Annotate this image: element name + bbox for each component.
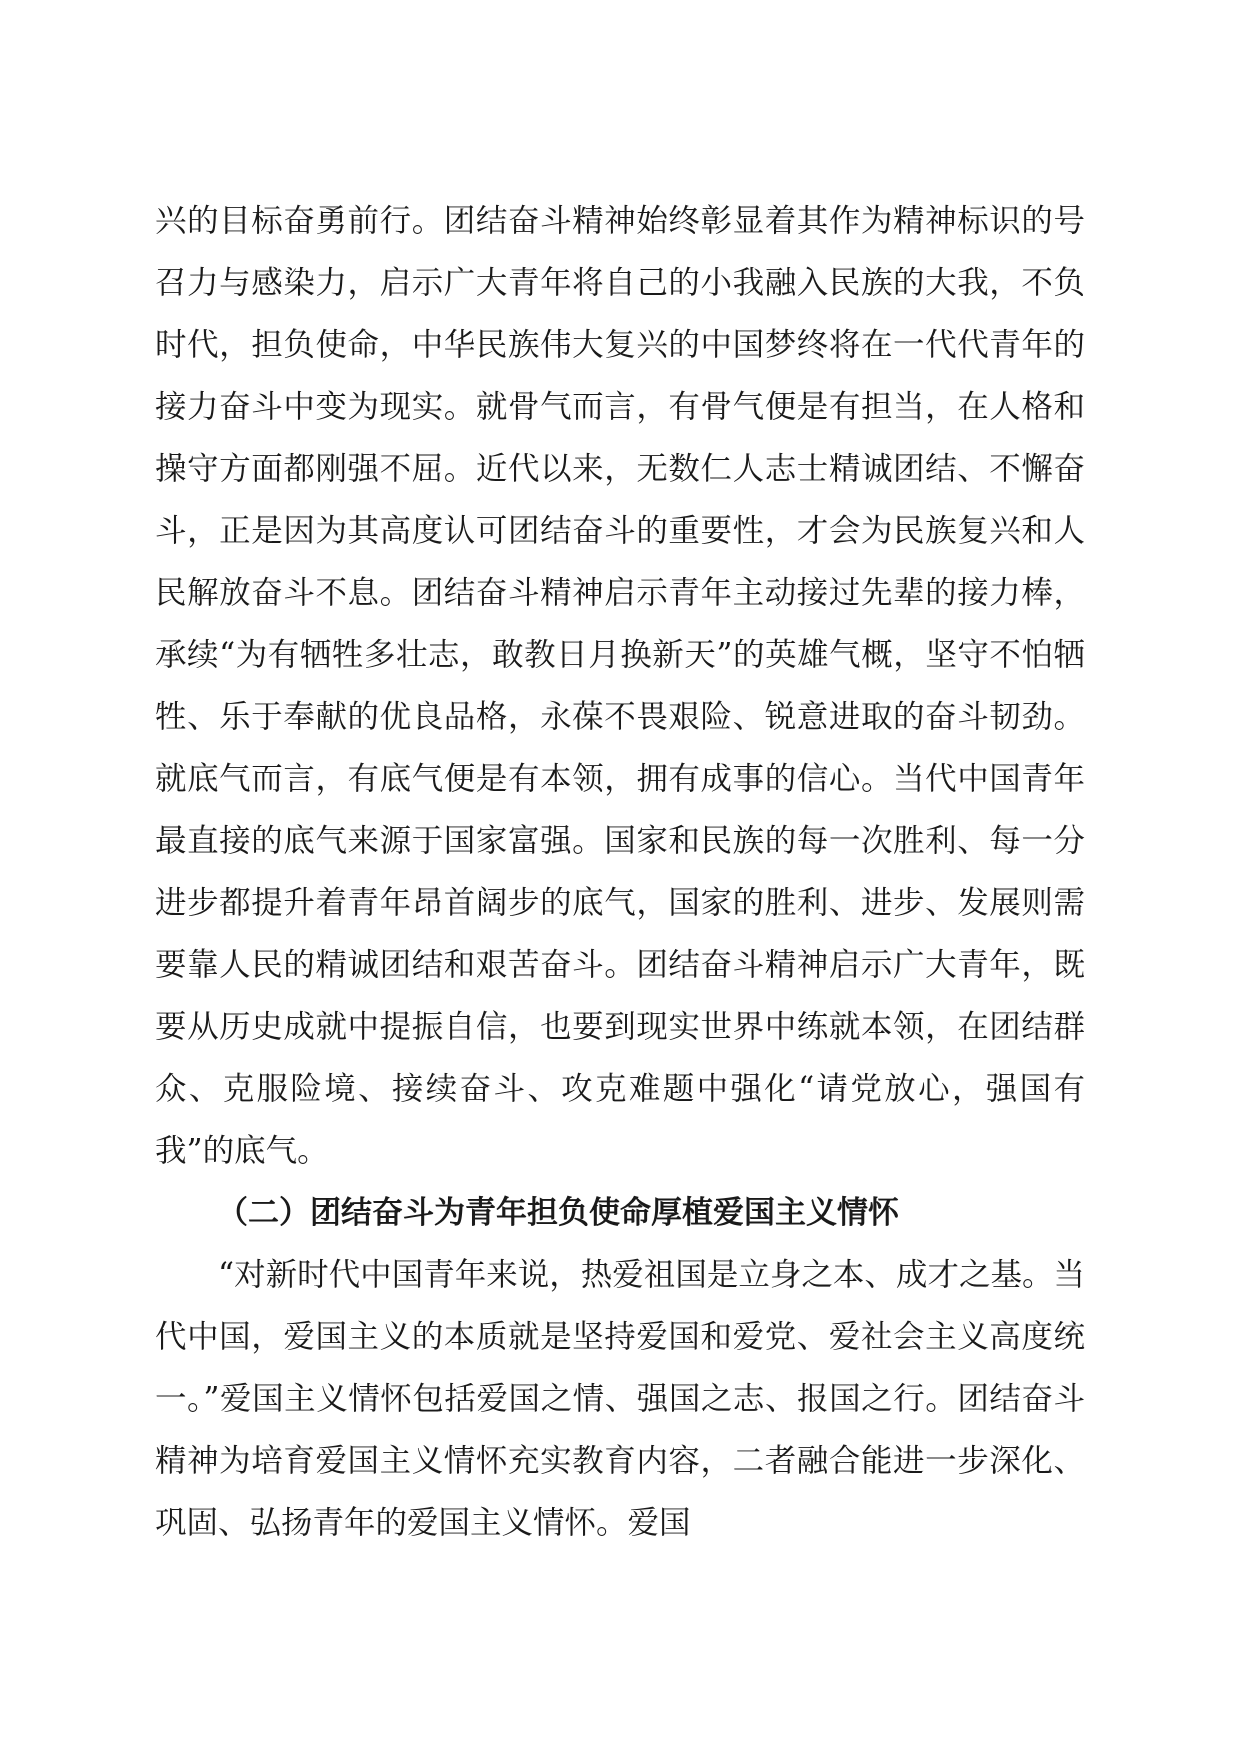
body-paragraph-continued: 兴的目标奋勇前行。团结奋斗精神始终彰显着其作为精神标识的号召力与感染力，启示广大青年将自己的小我融入民族的大我，不负时代，担负使命，中华民族伟大复兴的中国梦终将在一代代青年的接力奋斗中变为现实。就骨气而言，有骨气便是有担当，在人格和操守方面都刚强不屈。近代以来，无数仁人志士精诚团结、不懈奋斗，正是因为其高度认可团结奋斗的重要性，才会为民族复兴和人民解放奋斗不息。团结奋斗精神启示青年主动接过先辈的接力棒，承续“为有牺牲多壮志，敢教日月换新天”的英雄气概，坚守不怕牺牲、乐于奉献的优良品格，永葆不畏艰险、锐意进取的奋斗韧劲。就底气而言，有底气便是有本领，拥有成事的信心。当代中国青年最直接的底气来源于国家富强。国家和民族的每一次胜利、每一分进步都提升着青年昂首阔步的底气，国家的胜利、进步、发展则需要靠人民的精诚团结和艰苦奋斗。团结奋斗精神启示广大青年，既要从历史成就中提振自信，也要到现实世界中练就本领，在团结群众、克服险境、接续奋斗、攻克难题中强化“请党放心，强国有我”的底气。 xyxy=(155,203,1085,1169)
body-paragraph: “对新时代中国青年来说，热爱祖国是立身之本、成才之基。当代中国，爱国主义的本质就是坚持爱国和爱党、爱社会主义高度统一。”爱国主义情怀包括爱国之情、强国之志、报国之行。团结奋斗精神为培育爱国主义情怀充实教育内容，二者融合能进一步深化、巩固、弘扬青年的爱国主义情怀。爱国 xyxy=(155,1257,1085,1541)
document-body xyxy=(155,190,1085,1554)
section-heading: （二）团结奋斗为青年担负使命厚植爱国主义情怀 xyxy=(217,1195,899,1231)
